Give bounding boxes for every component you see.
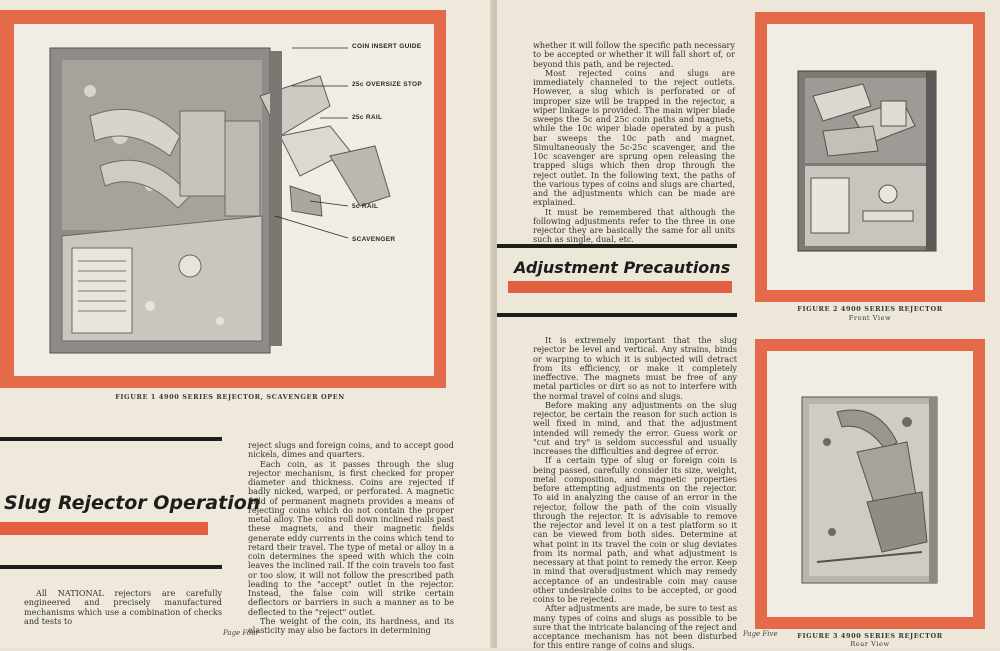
callout-scavenger: SCAVENGER: [352, 236, 396, 243]
figure3-caption: FIGURE 3 4900 SERIES REJECTOR: [797, 632, 943, 640]
heading-orange-bar: [0, 522, 208, 535]
paragraph: After adjustments are made, be sure to test as many types of coins and slugs as possible to be sure that the intricate balancing of the reject and acceptance mechanism has not been disturbed for this entire range of coins and slugs.: [533, 603, 737, 651]
paragraph: It is extremely important that the slug rejector be level and vertical. Any strains, binds or warping to which it is subjected will detract from its efficiency, or make it completely ineffective. The magnets must be free of any metal particles or dirt so as not to interfere with the normal travel of coins and slugs.: [533, 335, 737, 401]
callout-5c-rail: 5c RAIL: [352, 203, 379, 210]
paragraph: Each coin, as it passes through the slug rejector mechanism, is first checked for proper diameter and thickness. Coins are rejected if badly nicked, warped, or perforated. A magnetic field of permanent magnets provides a means of rejecting coins which do not contain the proper metal alloy. The coins roll down inclined rails past these magnets, and their magnetic fields generate eddy currents in the coins which tend to retard their travel. The type of metal or alloy in a coin determines the speed with which the coin leaves the inclined rail. If the coin travels too fast or too slow, it will not follow the prescribed path leading to the "accept" outlet in the rejector. Instead, the false coin will strike certain deflectors or barriers in such a manner as to be deflected to the "reject" outlet.: [248, 458, 454, 617]
callout-25c-rail: 25c RAIL: [352, 114, 383, 121]
right-column-bottom: [533, 336, 737, 651]
paragraph: All NATIONAL rejectors are carefully engineered and precisely manufactured mechanisms which use a combination of checks and tests to: [24, 588, 222, 626]
heading-rule-bottom: [497, 313, 737, 317]
figure1-caption: FIGURE 1 4900 SERIES REJECTOR, SCAVENGER OPEN: [115, 393, 345, 401]
paragraph: It must be remembered that although the following adjustments refer to the three in one rejector they are basically the same for all units such as single, dual, etc.: [533, 206, 735, 245]
figure2-subcaption: Front View: [848, 314, 892, 322]
heading-rule-top: [0, 437, 222, 441]
left-column-2: [248, 441, 454, 635]
paragraph: If a certain type of slug or foreign coin is being passed, carefully consider its size, weight, metal composition, and magnetic properties before attempting adjustments on the rejector. To aid in analyzing the cause of an error in the rejector, follow the path of the coin visually through the rejector. It is advisable to remove the rejector and level it on a test platform so it can be viewed from both sides. Determine at what point in its travel the coin or slug deviates from its normal path, and what adjustment is necessary at that point to remedy the error. Keep in mind that overadjustment which may remedy acceptance of an undesirable coin may cause other undesirable coins to be accepted, or good coins to be rejected.: [533, 455, 737, 604]
heading-rule-bottom: [0, 565, 222, 569]
left-column-1: [24, 589, 222, 626]
paragraph: Most rejected coins and slugs are immediately channeled to the reject outlets. However, a slug which is perforated or of improper size will be trapped in the rejector, a wiper linkage is provided. The main wiper blade sweeps the 5c and 25c coin paths and magnets, while the 10c wiper blade operated by a push bar sweeps the 10c path and magnet. Simultaneously the 5c-25c scavenger, and the 10c scavenger are sprung open releasing the trapped slugs which then drop through the reject outlet. In the following text, the paths of the various types of coins and slugs are charted, and the adjustments which can be made are explained.: [533, 67, 735, 208]
slug-rejector-operation-heading: Slug Rejector Operation: [4, 492, 261, 514]
page-number-right: Page Five: [743, 630, 778, 638]
heading-rule-top: [497, 244, 737, 248]
adjustment-precautions-heading: Adjustment Precautions: [514, 258, 731, 277]
paragraph: reject slugs and foreign coins, and to accept good nickels, dimes and quarters.: [248, 440, 454, 460]
paragraph: The weight of the coin, its hardness, and its elasticity may also be factors in determining: [248, 615, 454, 635]
left-page: [0, 0, 493, 648]
figure3-subcaption: Rear View: [850, 640, 890, 648]
paragraph: Before making any adjustments on the slug rejector, be certain the reason for such action is well fixed in mind, and that the adjustment intended will remedy the error. Guess work or "cut and try" is seldom successful and usually increases the difficulties and degree of error.: [533, 399, 737, 456]
callout-coin-insert-guide: COIN INSERT GUIDE: [352, 43, 422, 50]
heading-orange-bar: [508, 281, 732, 293]
figure3-rear-view-photo: [797, 392, 942, 588]
right-page: [497, 0, 1000, 651]
figure2-front-view-photo: [793, 66, 943, 256]
page-number-left: Page Four: [223, 629, 259, 637]
figure2-caption: FIGURE 2 4900 SERIES REJECTOR: [797, 305, 943, 313]
paragraph: whether it will follow the specific path necessary to be accepted or whether it will fall short of, or beyond this path, and be rejected.: [533, 40, 735, 69]
right-column-top: [533, 41, 735, 245]
callout-25c-oversize-stop: 25c OVERSIZE STOP: [352, 81, 423, 88]
